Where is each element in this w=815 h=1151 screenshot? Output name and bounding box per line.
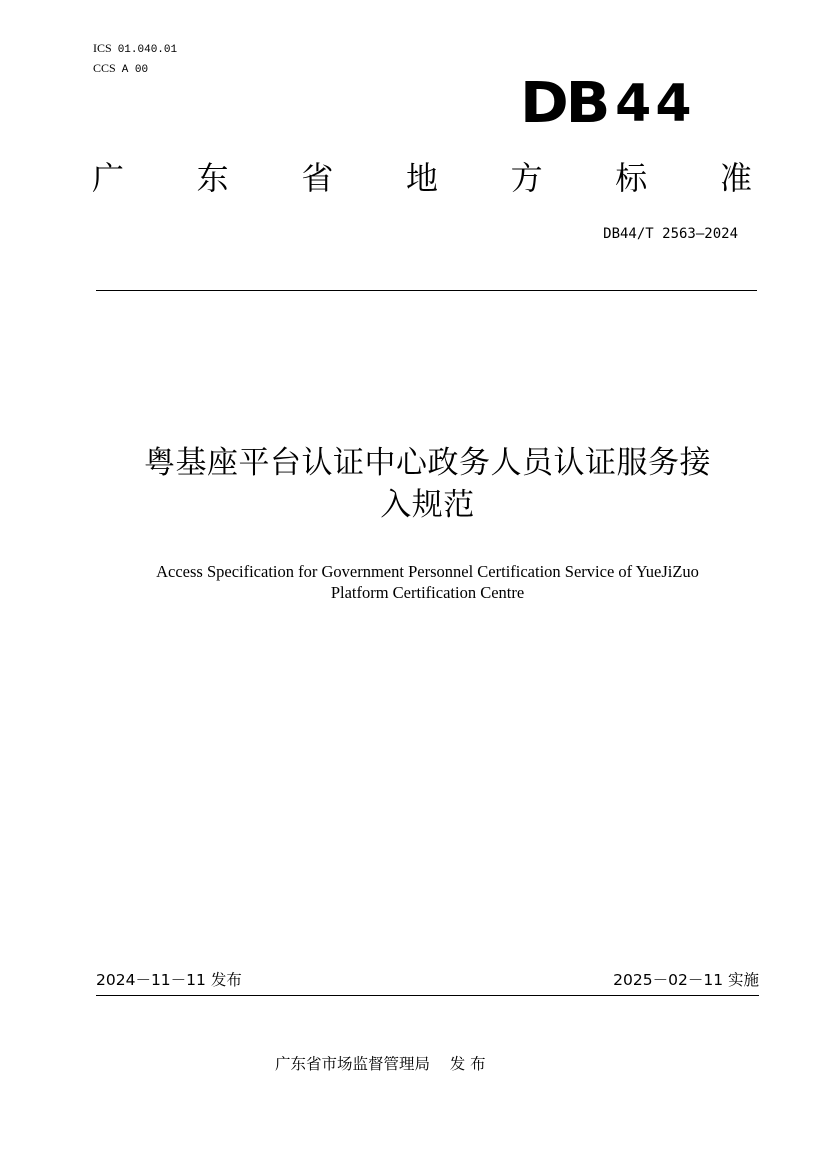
implement-date: 2025－02－11 实施: [613, 971, 759, 989]
standard-type-heading: [92, 156, 752, 200]
standard-type-char: 方: [510, 159, 543, 197]
standard-type-char: 地: [405, 159, 438, 197]
db-logo-region-code: 44: [615, 74, 696, 134]
title-zh-line-2: 入规范: [380, 487, 475, 523]
standard-type-char: 准: [719, 159, 752, 197]
title-en-line-1: Access Specification for Government Personnel Certification Service of YueJiZuo: [156, 562, 699, 581]
db-logo-letters: DB: [520, 71, 608, 136]
ics-line: [93, 40, 177, 58]
ccs-code: A 00: [121, 64, 149, 76]
ics-label: ICS: [93, 41, 112, 55]
title-en-line-2: Platform Certification Centre: [330, 583, 525, 602]
title-zh: [95, 442, 760, 526]
title-zh-line-1: 粤基座平台认证中心政务人员认证服务接: [144, 445, 711, 481]
ccs-label: CCS: [93, 61, 116, 75]
title-en: [95, 561, 760, 603]
ics-code: 01.040.01: [117, 44, 178, 56]
header-divider: [96, 290, 757, 291]
standard-type-char: 省: [301, 159, 334, 197]
standard-type-char: 东: [196, 159, 229, 197]
db-logo: [520, 71, 696, 136]
footer-divider: [96, 995, 759, 996]
standard-type-char: 广: [92, 159, 125, 197]
issue-date: 2024－11－11 发布: [96, 971, 242, 989]
publisher: 广东省市场监督管理局 发 布: [275, 1055, 486, 1073]
ccs-line: [93, 60, 148, 78]
standard-type-char: 标: [615, 159, 648, 197]
standard-number: DB44/T 2563—2024: [603, 226, 738, 242]
